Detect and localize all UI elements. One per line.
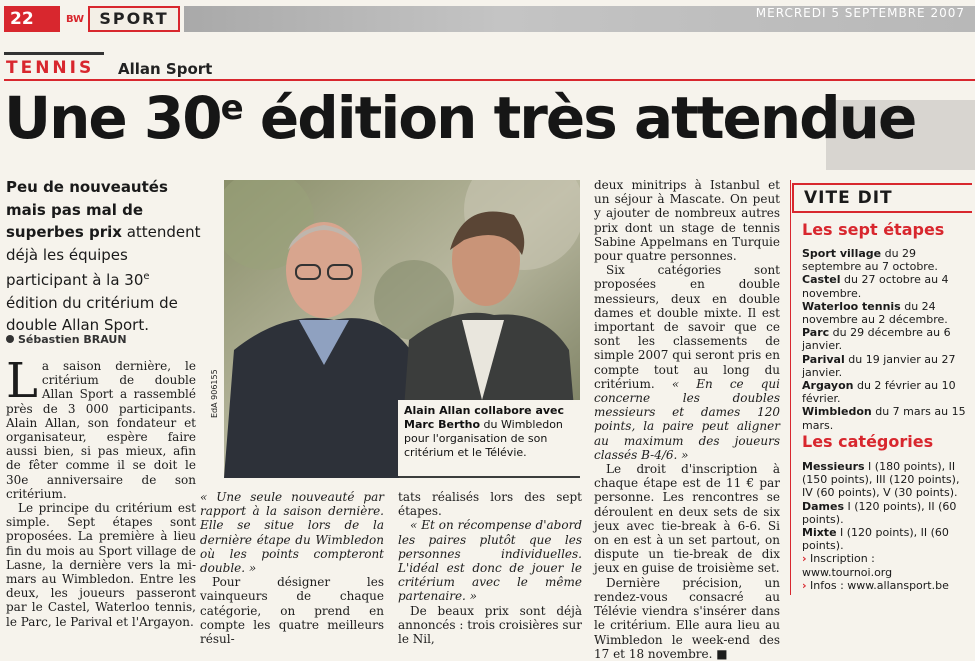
category-detail: I (180 points), II (150 points), III (120 points), IV (60 points), V (30 points). <box>802 460 960 500</box>
stages-heading: Les sept étapes <box>802 220 945 239</box>
headline-sup: e <box>220 88 242 128</box>
paragraph <box>594 263 780 462</box>
link-text: Inscription : www.tournoi.org <box>802 552 893 579</box>
rubric-top-rule <box>4 52 104 55</box>
quote <box>200 490 384 575</box>
stage-dates: du 7 mars au 15 mars. <box>802 405 966 432</box>
body-column-1 <box>6 353 196 629</box>
stage-item <box>802 326 968 352</box>
paragraph-text: a saison dernière, le critérium de double Allan Sport a rassemblé près de 3 000 participants. Alain Allan, son fondateur et organisateur, espère faire aussi bien, si pas mieux, afin de fêter comme il se doit le 30e anniversaire de son critérium. <box>6 359 196 501</box>
stage-dates: du 29 septembre au 7 octobre. <box>802 247 938 274</box>
category-item <box>802 460 968 500</box>
stage-name: Waterloo tennis <box>802 299 901 313</box>
byline <box>6 333 127 346</box>
arrow-right-icon: › <box>802 578 807 592</box>
quote-text: « Et on récompense d'abord les paires plutôt que les personnes individuelles. L'idéal est donc de jouer le critérium avec le même partenaire. » <box>398 518 582 604</box>
arrow-right-icon: › <box>802 552 807 566</box>
headline-part: édition très attendue <box>241 84 916 152</box>
paragraph: Le droit d'inscription à chaque étape est de 11 € par personne. Les rencontres se déroulent en deux sets de six jeux avec tie-break à 6-6. Si on en est à un set partout, on dispute un tie-break de dix jeux en guise de troisième set. <box>594 462 780 576</box>
stage-name: Sport village <box>802 247 882 260</box>
caption-text: du Wimbledon pour l'organisation de son critérium et le Télévie. <box>404 418 563 459</box>
stage-item <box>802 247 968 273</box>
paragraph: deux minitrips à Istanbul et un séjour à Mascate. On peut y ajouter de nombreux autres prix dont un stage de tennis Sabine Appelmans en Turquie pour quatre personnes. <box>594 178 780 264</box>
rubric-rule <box>4 79 975 81</box>
sidebar-title: VITE DIT <box>792 183 972 213</box>
paragraph <box>6 353 196 501</box>
stage-item <box>802 379 968 405</box>
link-text: Infos : www.allansport.be <box>810 578 949 592</box>
body-column-2 <box>200 490 384 646</box>
end-mark: ■ <box>716 646 728 661</box>
stage-item <box>802 353 968 379</box>
category-name: Messieurs <box>802 460 865 473</box>
paragraph <box>594 576 780 661</box>
stage-dates: du 24 novembre au 2 décembre. <box>802 299 948 327</box>
quote <box>398 518 582 603</box>
stage-dates: du 29 décembre au 6 janvier. <box>802 326 951 353</box>
body-column-3 <box>398 490 582 646</box>
lead-text: attendent déjà les équipes participant à la 30 <box>6 223 201 289</box>
categories-heading: Les catégories <box>802 432 934 451</box>
caption-bold: Alain Allan collabore avec Marc Bertho <box>404 404 565 431</box>
categories-list <box>802 460 968 592</box>
headline-part: Une 30 <box>4 84 221 152</box>
category-detail: I (120 points), II (60 points). <box>802 499 957 526</box>
info-link[interactable] <box>802 552 968 578</box>
quote-text: « En ce qui concerne les doubles messieurs et dames 120 points, la paire peut aligner au maximum des joueurs classés B-4/6. » <box>594 376 780 462</box>
paragraph: tats réalisés lors des sept étapes. <box>398 490 582 519</box>
paragraph-text: Dernière précision, un rendez-vous consacré au Télévie viendra s'insérer dans le critérium. Elle aura lieu au Wimbledon le week-end des 17 et 18 novembre. <box>594 575 780 661</box>
lead-text: édition du critérium de double Allan Sport. <box>6 293 178 334</box>
stages-list <box>802 247 968 432</box>
category-item <box>802 526 968 552</box>
stage-dates: du 27 octobre au 4 novembre. <box>802 273 949 300</box>
drop-cap: L <box>6 353 38 409</box>
page-number: 22 <box>4 6 60 32</box>
rubric-category: TENNIS <box>6 58 95 78</box>
stage-name: Wimbledon <box>802 405 872 419</box>
category-detail: I (120 points), II (60 points). <box>802 526 949 553</box>
section-label: SPORT <box>88 6 180 32</box>
paragraph: Le principe du critérium est simple. Sept étapes sont proposées. La première à lieu fin du mois au Sport village de Lasne, la dernière vers la mi-mars au Wimbledon. Entre les deux, les joueurs passeront par le Castel, Waterloo tennis, le Parc, le Parival et l'Argayon. <box>6 501 196 629</box>
stage-dates: du 2 février au 10 février. <box>802 379 956 406</box>
stage-item <box>802 273 968 299</box>
photo-credit: EdA 906155 <box>210 369 219 418</box>
body-column-4 <box>594 178 780 661</box>
lead-sup: e <box>143 271 150 282</box>
stage-name: Argayon <box>802 379 854 393</box>
lead-bold: Peu de nouveautés mais pas mal de superbes prix <box>6 178 168 241</box>
paragraph-text: Six catégories sont proposées en double messieurs, deux en double dames et double mixte. Il est important de savoir que ce sont les classements de simple 2007 qui seront pris en compte tout au long du critérium. <box>594 263 780 391</box>
quote-text: « Une seule nouveauté par rapport à la saison dernière. Elle se situe lors de la dernière étape du Wimbledon où les points compteront double. » <box>200 490 384 576</box>
stage-item <box>802 405 968 431</box>
paragraph: Pour désigner les vainqueurs de chaque catégorie, on prend en compte les quatre meilleurs résul- <box>200 575 384 647</box>
category-name: Mixte <box>802 526 837 540</box>
stage-name: Parival <box>802 352 845 366</box>
info-link[interactable] <box>802 579 968 592</box>
photo-caption <box>398 400 580 476</box>
paragraph: De beaux prix sont déjà annoncés : trois croisières sur le Nil, <box>398 603 582 647</box>
issue-date: MERCREDI 5 SEPTEMBRE 2007 <box>755 6 965 20</box>
stage-dates: du 19 janvier au 27 janvier. <box>802 352 956 379</box>
category-name: Dames <box>802 499 845 513</box>
stage-name: Parc <box>802 326 830 340</box>
bullet-icon <box>6 335 14 343</box>
author: Sébastien BRAUN <box>18 333 127 346</box>
rubric-event: Allan Sport <box>118 60 213 78</box>
stage-name: Castel <box>802 273 841 287</box>
lead-paragraph <box>6 176 202 337</box>
category-item <box>802 500 968 526</box>
stage-item <box>802 300 968 326</box>
headline <box>4 84 915 152</box>
page-code: BW <box>65 14 85 25</box>
